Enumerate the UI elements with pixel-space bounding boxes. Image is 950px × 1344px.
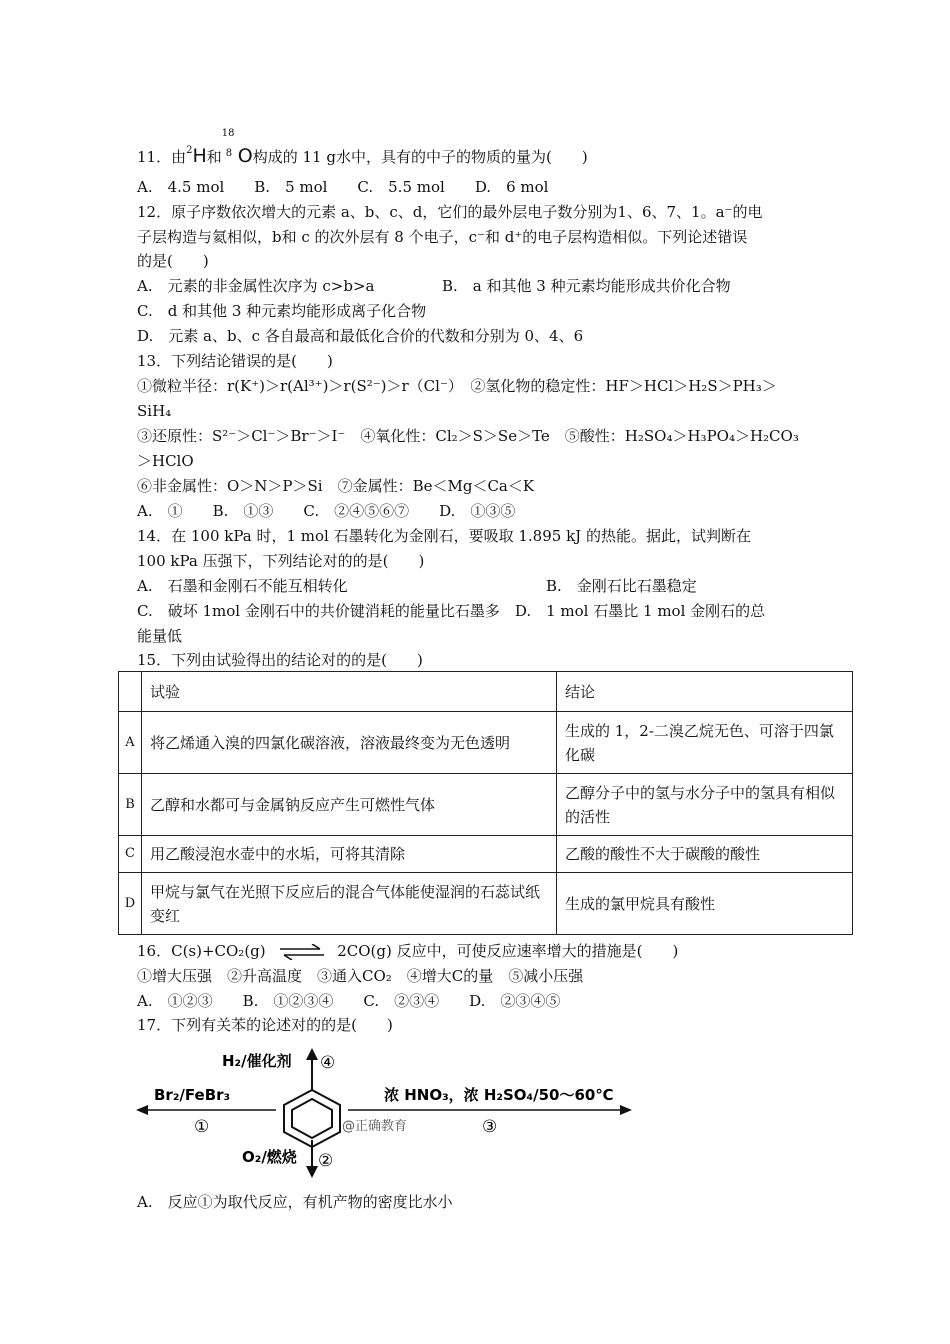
q14-option-d-cont: 能量低 — [137, 627, 183, 645]
table-row — [119, 712, 853, 774]
row-experiment: 乙醇和水都可与金属钠反应产生可燃性气体 — [142, 774, 557, 836]
q16-options: A. ①②③ B. ①②③④ C. ②③④ D. ②③④⑤ — [137, 992, 561, 1010]
q11-and: 和 — [206, 148, 222, 166]
q11-suffix: 构成的 11 g水中，具有的中子的物质的量为( ) — [252, 148, 588, 166]
row-label: C — [119, 836, 142, 873]
q14-line1: 14．在 100 kPa 时，1 mol 石墨转化为金刚石，要吸取 1.895 kJ 的热能。据此，试判断在 — [137, 527, 751, 545]
bottom-reaction-number: ② — [318, 1151, 334, 1171]
q11-stem — [137, 128, 588, 168]
watermark-text: @正确教育 — [342, 1119, 408, 1134]
h-mass-number: 2 — [186, 145, 193, 156]
q12-line1: 12．原子序数依次增大的元素 a、b、c、d，它们的最外层电子数分别为1、6、7、1。a⁻的电 — [137, 203, 763, 221]
q13-line4: ＞HClO — [137, 452, 194, 470]
row-conclusion: 乙酸的酸性不大于碳酸的酸性 — [557, 836, 853, 873]
q16-products: 2CO(g) 反应中，可使反应速率增大的措施是( ) — [337, 942, 679, 960]
right-reagent-label: 浓 HNO₃，浓 H₂SO₄/50～60℃ — [384, 1086, 614, 1104]
o-symbol: O — [237, 145, 253, 167]
o-mass-number: 18 — [221, 128, 235, 139]
q17-option-a: A. 反应①为取代反应，有机产物的密度比水小 — [137, 1193, 453, 1211]
table-header-conclusion: 结论 — [557, 672, 853, 712]
q16-line1 — [137, 940, 678, 962]
q14-option-b: B. 金刚石比石墨稳定 — [546, 577, 697, 595]
bottom-reagent-label: O₂/燃烧 — [242, 1148, 297, 1166]
q12-line3: 的是( ) — [137, 252, 209, 270]
table-row — [119, 774, 853, 836]
right-reaction-number: ③ — [482, 1117, 498, 1137]
top-reagent-label: H₂/催化剂 — [222, 1052, 292, 1070]
q15-title: 15．下列由试验得出的结论对的的是( ) — [137, 651, 423, 669]
top-reaction-number: ④ — [320, 1053, 336, 1073]
q13-title: 13．下列结论错误的是( ) — [137, 352, 333, 370]
benzene-inner-ring-icon — [292, 1099, 332, 1138]
row-experiment: 将乙烯通入溴的四氯化碳溶液，溶液最终变为无色透明 — [142, 712, 557, 774]
table-row — [119, 873, 853, 935]
q12-option-d: D. 元素 a、b、c 各自最高和最低化合价的代数和分别为 0、4、6 — [137, 327, 584, 345]
row-conclusion: 乙醇分子中的氢与水分子中的氢具有相似的活性 — [557, 774, 853, 836]
q17-title: 17．下列有关苯的论述对的的是( ) — [137, 1016, 393, 1034]
q14-option-cd: C. 破坏 1mol 金刚石中的共价键消耗的能量比石墨多 D. 1 mol 石墨比 1 mol 金刚石的总 — [137, 602, 766, 620]
benzene-reaction-diagram — [130, 1048, 650, 1178]
row-label: A — [119, 712, 142, 774]
table-header-blank — [119, 672, 142, 712]
q11-prefix: 11．由 — [137, 148, 187, 166]
row-conclusion: 生成的 1，2-二溴乙烷无色、可溶于四氯化碳 — [557, 712, 853, 774]
right-arrow-head-icon — [620, 1105, 632, 1115]
table-header-row — [119, 672, 853, 712]
down-arrow-head-icon — [306, 1166, 318, 1178]
row-label: D — [119, 873, 142, 935]
row-experiment: 甲烷与氯气在光照下反应后的混合气体能使湿润的石蕊试纸变红 — [142, 873, 557, 935]
q16-reactants: 16．C(s)+CO₂(g) — [137, 942, 266, 960]
o-isotope-scripts — [221, 128, 238, 162]
left-reagent-label: Br₂/FeBr₃ — [154, 1086, 231, 1104]
row-experiment: 用乙酸浸泡水壶中的水垢，可将其清除 — [142, 836, 557, 873]
q12-option-a: A. 元素的非金属性次序为 c>b>a — [137, 277, 375, 295]
q13-line3: ③还原性：S²⁻＞Cl⁻＞Br⁻＞I⁻ ④氧化性：Cl₂＞S＞Se＞Te ⑤酸性：H₂SO₄＞H₃PO₄＞H₂CO₃ — [137, 427, 799, 445]
left-reaction-number: ① — [194, 1117, 210, 1137]
table-header-experiment: 试验 — [142, 672, 557, 712]
row-conclusion: 生成的氯甲烷具有酸性 — [557, 873, 853, 935]
q13-line1: ①微粒半径：r(K⁺)＞r(Al³⁺)＞r(S²⁻)＞r（Cl⁻） ②氢化物的稳定性：HF＞HCl＞H₂S＞PH₃＞ — [137, 377, 777, 395]
q13-options: A. ① B. ①③ C. ②④⑤⑥⑦ D. ①③⑤ — [137, 502, 516, 520]
q14-option-a: A. 石墨和金刚石不能互相转化 — [137, 577, 348, 595]
q15-experiment-table — [118, 671, 853, 935]
row-label: B — [119, 774, 142, 836]
left-arrow-head-icon — [136, 1105, 148, 1115]
q14-line2: 100 kPa 压强下，下列结论对的的是( ) — [137, 552, 425, 570]
q16-line2: ①增大压强 ②升高温度 ③通入CO₂ ④增大C的量 ⑤减小压强 — [137, 967, 584, 985]
q12-line2: 子层构造与氦相似，b和 c 的次外层有 8 个电子，c⁻和 d⁺的电子层构造相似。下列论述错误 — [137, 228, 748, 246]
q13-line5: ⑥非金属性：O＞N＞P＞Si ⑦金属性：Be＜Mg＜Ca＜K — [137, 477, 535, 495]
q11-options: A. 4.5 mol B. 5 mol C. 5.5 mol D. 6 mol — [137, 178, 549, 196]
equilibrium-arrow-icon — [276, 944, 328, 960]
o-atomic-number: 8 — [225, 148, 233, 159]
q12-option-b: B. a 和其他 3 种元素均能形成共价化合物 — [442, 277, 731, 295]
q13-line2: SiH₄ — [137, 402, 172, 420]
q12-option-c: C. d 和其他 3 种元素均能形成离子化合物 — [137, 302, 427, 320]
h-symbol: H — [192, 145, 207, 167]
table-row — [119, 836, 853, 873]
up-arrow-head-icon — [306, 1048, 318, 1060]
